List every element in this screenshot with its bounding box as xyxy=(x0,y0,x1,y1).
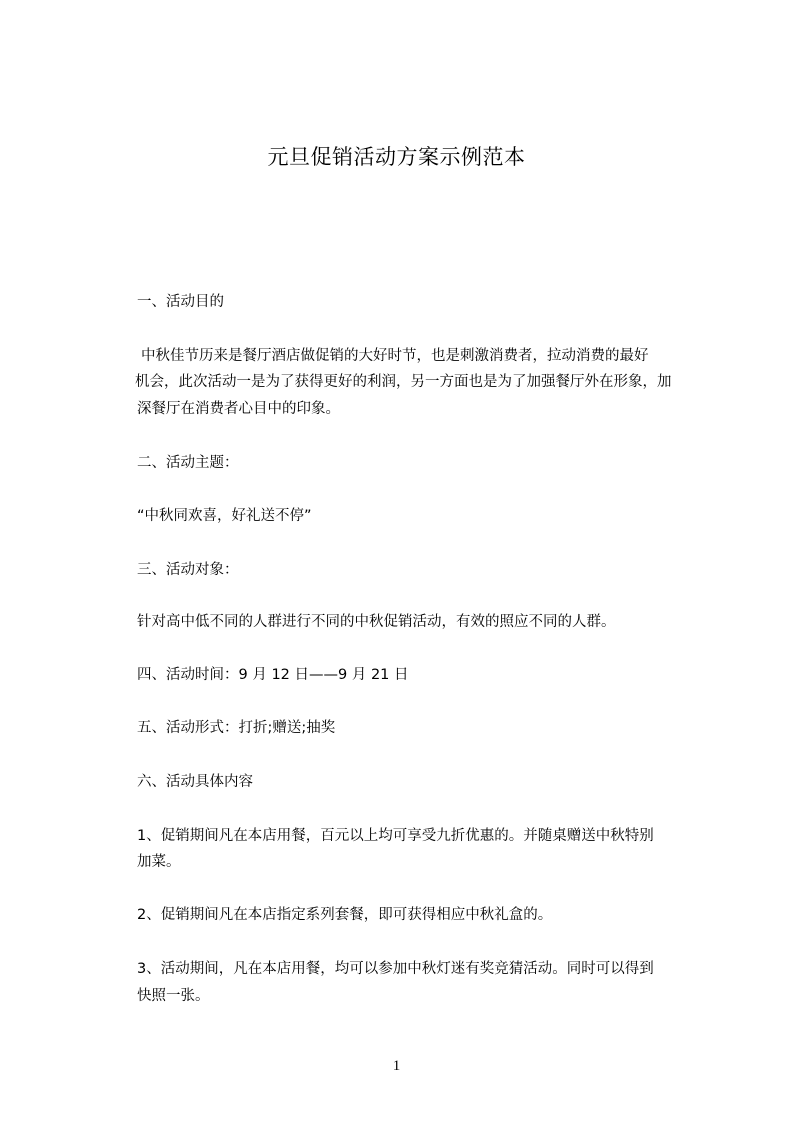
section-activity-form: 五、活动形式：打折;赠送;抽奖 xyxy=(137,720,336,736)
audience-text: 针对高中低不同的人群进行不同的中秋促销活动，有效的照应不同的人群。 xyxy=(137,614,616,630)
page-number: 1 xyxy=(392,1058,401,1074)
section-heading-details: 六、活动具体内容 xyxy=(137,774,253,790)
purpose-paragraph-line-2: 机会，此次活动一是为了获得更好的利润，另一方面也是为了加强餐厅外在形象，加 xyxy=(135,374,672,390)
purpose-paragraph-line-3: 深餐厅在消费者心目中的印象。 xyxy=(137,401,340,417)
purpose-paragraph-line-1: 中秋佳节历来是餐厅酒店做促销的大好时节，也是刺激消费者，拉动消费的最好 xyxy=(141,348,649,364)
detail-item-2: 2、促销期间凡在本店指定系列套餐，即可获得相应中秋礼盒的。 xyxy=(137,907,553,923)
detail-item-3-line-2: 快照一张。 xyxy=(137,988,210,1004)
section-heading-audience: 三、活动对象： xyxy=(137,562,239,578)
section-heading-purpose: 一、活动目的 xyxy=(137,294,224,310)
theme-text: “中秋同欢喜，好礼送不停” xyxy=(137,508,312,524)
detail-item-3-line-1: 3、活动期间，凡在本店用餐，均可以参加中秋灯迷有奖竞猜活动。同时可以得到 xyxy=(137,961,654,977)
detail-item-1-line-2: 加菜。 xyxy=(137,854,181,870)
page-title: 元旦促销活动方案示例范本 xyxy=(267,145,526,169)
section-activity-time: 四、活动时间：9 月 12 日——9 月 21 日 xyxy=(137,667,409,683)
section-heading-theme: 二、活动主题： xyxy=(137,455,239,471)
detail-item-1-line-1: 1、促销期间凡在本店用餐，百元以上均可享受九折优惠的。并随桌赠送中秋特别 xyxy=(137,828,654,844)
